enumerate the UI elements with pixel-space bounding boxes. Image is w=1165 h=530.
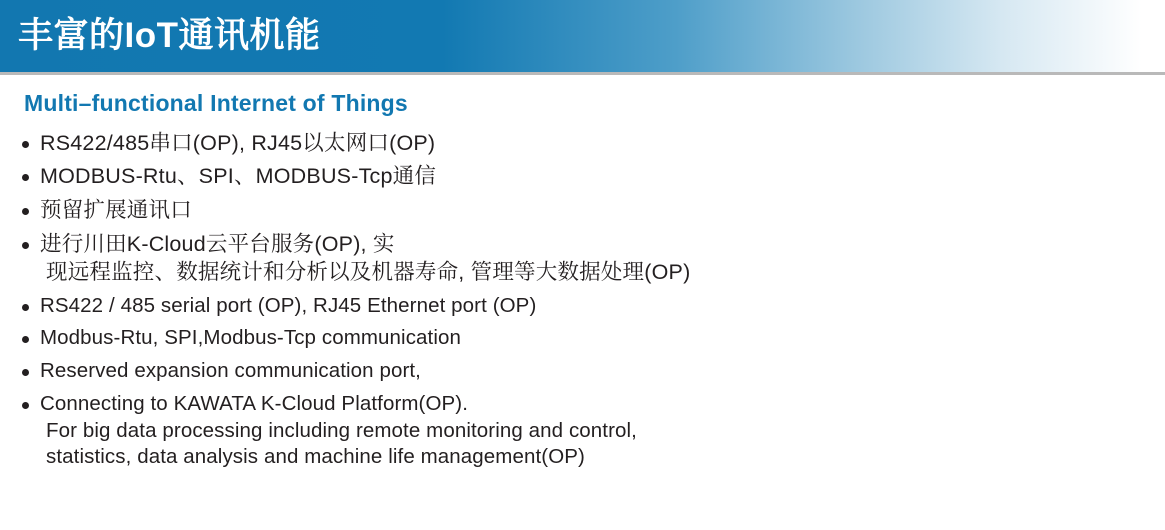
chinese-feature-list	[14, 130, 1165, 287]
header-banner	[0, 0, 1165, 72]
page-title: 丰富的IoT通讯机能	[18, 15, 321, 55]
header-divider	[0, 72, 1165, 75]
list-item-label: Connecting to KAWATA K-Cloud Platform(OP).	[40, 392, 469, 416]
list-item	[14, 130, 1165, 158]
list-item-label: 进行川田K-Cloud云平台服务(OP), 实	[40, 232, 395, 257]
list-item	[14, 293, 1165, 320]
content-area	[0, 72, 1165, 471]
english-feature-list	[14, 293, 1165, 471]
bullet-dot-icon	[22, 242, 29, 249]
subtitle: Multi–functional Internet of Things	[24, 90, 408, 116]
list-item	[14, 358, 1165, 385]
bullet-dot-icon	[22, 141, 29, 148]
list-item	[14, 197, 1165, 225]
list-item-continuation: For big data processing including remote monitoring and control,	[46, 419, 637, 443]
bullet-dot-icon	[22, 304, 29, 311]
bullet-dot-icon	[22, 402, 29, 409]
list-item-label: 预留扩展通讯口	[40, 198, 192, 223]
bullet-dot-icon	[22, 208, 29, 215]
list-item-label: RS422/485串口(OP), RJ45以太网口(OP)	[40, 130, 436, 155]
list-item-label: Reserved expansion communication port,	[40, 359, 421, 383]
bullet-dot-icon	[22, 174, 29, 181]
list-item-label: RS422 / 485 serial port (OP), RJ45 Ethernet port (OP)	[40, 293, 537, 317]
bullet-dot-icon	[22, 336, 29, 343]
list-item-continuation-2: statistics, data analysis and machine life management(OP)	[46, 445, 585, 469]
list-item-continuation: 现远程监控、数据统计和分析以及机器寿命, 管理等大数据处理(OP)	[46, 260, 691, 285]
list-item	[14, 325, 1165, 352]
list-item	[14, 163, 1165, 191]
list-item	[14, 391, 1165, 470]
list-item-label: MODBUS-Rtu、SPI、MODBUS-Tcp通信	[40, 164, 437, 189]
bullet-dot-icon	[22, 369, 29, 376]
list-item-label: Modbus-Rtu, SPI,Modbus-Tcp communication	[40, 326, 462, 350]
list-item	[14, 231, 1165, 286]
